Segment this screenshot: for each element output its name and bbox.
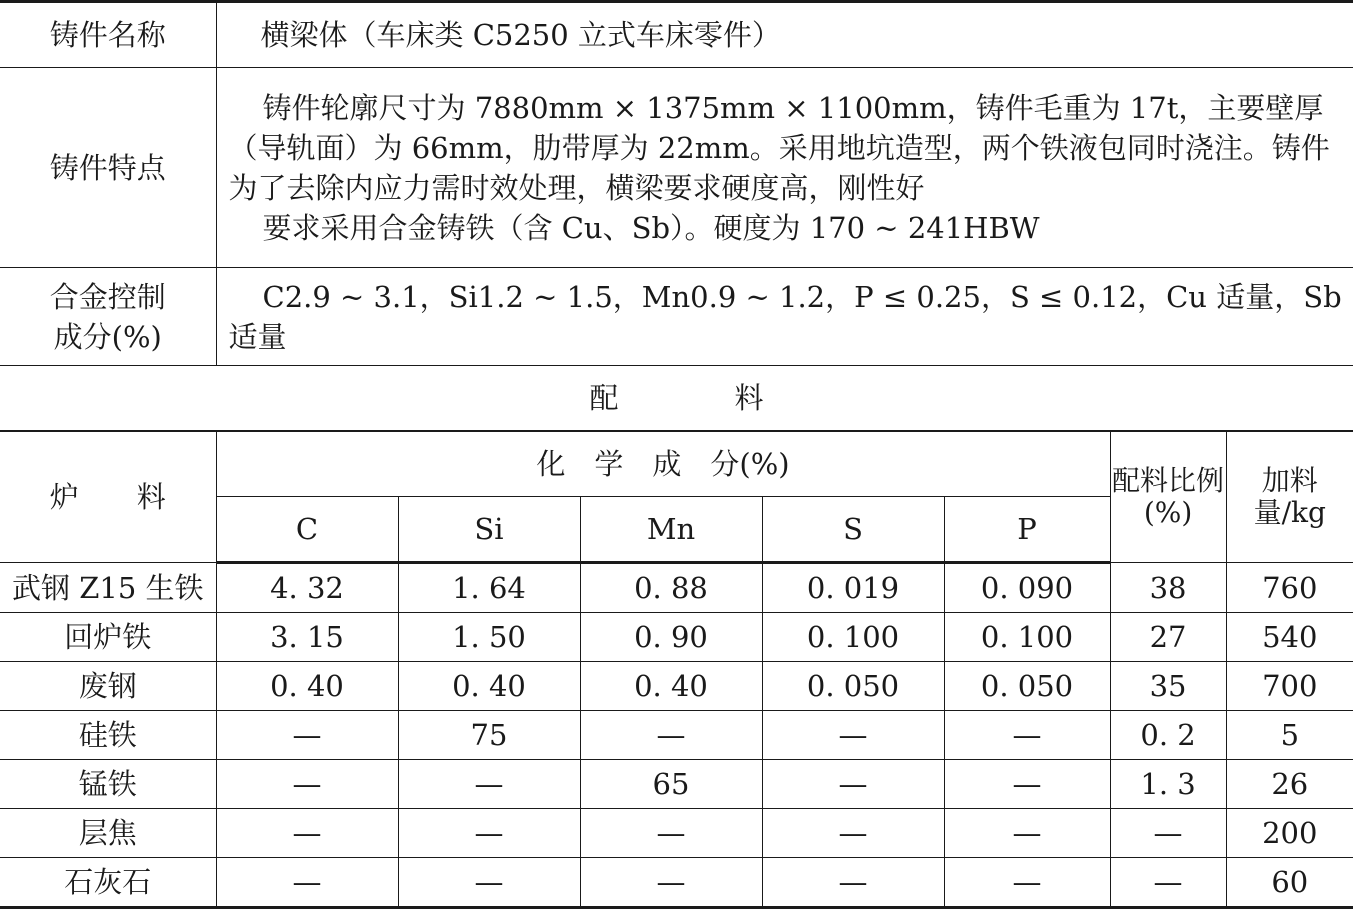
cell-mn: 0. 90 (580, 613, 762, 662)
cell-material: 回炉铁 (0, 613, 216, 662)
cell-p: — (944, 760, 1110, 809)
cell-si: 75 (398, 711, 580, 760)
cell-p: 0. 090 (944, 563, 1110, 613)
cell-c: — (216, 760, 398, 809)
cell-material: 层焦 (0, 809, 216, 858)
cell-s: — (762, 858, 944, 908)
section-title: 配 料 (0, 366, 1353, 431)
cell-p: — (944, 711, 1110, 760)
cell-amount: 700 (1226, 662, 1353, 711)
alloy-composition-label (0, 268, 216, 366)
cell-p: — (944, 858, 1110, 908)
cell-p: 0. 050 (944, 662, 1110, 711)
cell-c: 0. 40 (216, 662, 398, 711)
cell-mn: 0. 88 (580, 563, 762, 613)
cell-c: 3. 15 (216, 613, 398, 662)
header-chem-composition: 化 学 成 分(%) (216, 432, 1110, 497)
cell-c: — (216, 711, 398, 760)
cell-amount: 26 (1226, 760, 1353, 809)
cell-si: — (398, 760, 580, 809)
cell-mn: — (580, 711, 762, 760)
charge-body (0, 563, 1353, 908)
cell-s: 0. 019 (762, 563, 944, 613)
cell-ratio: 35 (1110, 662, 1226, 711)
table-row (0, 858, 1353, 908)
cell-si: — (398, 858, 580, 908)
alloy-composition-row (0, 268, 1353, 366)
cell-mn: 65 (580, 760, 762, 809)
alloy-label-line2: 成分(%) (53, 319, 162, 354)
cell-amount: 760 (1226, 563, 1353, 613)
cell-amount: 540 (1226, 613, 1353, 662)
header-ratio: 配料比例(%) (1110, 432, 1226, 563)
casting-features-cell (216, 68, 1353, 268)
cell-amount: 5 (1226, 711, 1353, 760)
cell-material: 石灰石 (0, 858, 216, 908)
cell-p: 0. 100 (944, 613, 1110, 662)
casting-info-table (0, 0, 1353, 431)
cell-mn: 0. 40 (580, 662, 762, 711)
cell-ratio: 1. 3 (1110, 760, 1226, 809)
cell-p: — (944, 809, 1110, 858)
charge-header-row-1 (0, 432, 1353, 497)
casting-name-value: 横梁体（车床类 C5250 立式车床零件） (216, 2, 1353, 68)
cell-material: 武钢 Z15 生铁 (0, 563, 216, 613)
cell-si: 0. 40 (398, 662, 580, 711)
cell-si: 1. 50 (398, 613, 580, 662)
table-row (0, 711, 1353, 760)
cell-ratio: — (1110, 858, 1226, 908)
cell-s: — (762, 760, 944, 809)
cell-ratio: 27 (1110, 613, 1226, 662)
cell-si: 1. 64 (398, 563, 580, 613)
header-element-p: P (944, 497, 1110, 563)
casting-features-row (0, 68, 1353, 268)
cell-c: — (216, 858, 398, 908)
cell-material: 废钢 (0, 662, 216, 711)
cell-mn: — (580, 809, 762, 858)
header-element-si: Si (398, 497, 580, 563)
cell-c: 4. 32 (216, 563, 398, 613)
header-amount: 加料量/kg (1226, 432, 1353, 563)
cell-mn: — (580, 858, 762, 908)
header-element-c: C (216, 497, 398, 563)
cell-ratio: 0. 2 (1110, 711, 1226, 760)
alloy-label-line1: 合金控制 (49, 279, 166, 314)
table-row (0, 563, 1353, 613)
casting-features-p2: 要求采用合金铸铁（含 Cu、Sb）。硬度为 170 ~ 241HBW (262, 210, 1040, 245)
section-title-row (0, 366, 1353, 431)
header-element-s: S (762, 497, 944, 563)
casting-name-label: 铸件名称 (0, 2, 216, 68)
table-row (0, 662, 1353, 711)
cell-si: — (398, 809, 580, 858)
alloy-composition-value: C2.9 ~ 3.1，Si1.2 ~ 1.5，Mn0.9 ~ 1.2，P ≤ 0.25，S ≤ 0.12，Cu 适量，Sb 适量 (216, 268, 1353, 366)
header-element-mn: Mn (580, 497, 762, 563)
table-row (0, 760, 1353, 809)
cell-s: — (762, 809, 944, 858)
cell-s: — (762, 711, 944, 760)
table-row (0, 613, 1353, 662)
cell-ratio: — (1110, 809, 1226, 858)
table-row (0, 809, 1353, 858)
cell-amount: 200 (1226, 809, 1353, 858)
charge-table (0, 431, 1353, 909)
cell-material: 锰铁 (0, 760, 216, 809)
casting-name-row (0, 2, 1353, 68)
casting-features-p1: 铸件轮廓尺寸为 7880mm × 1375mm × 1100mm，铸件毛重为 17t，主要壁厚（导轨面）为 66mm，肋带厚为 22mm。采用地坑造型，两个铁液包同时浇注。铸件为了去除内应力需时效处理，横梁要求硬度高，刚性好 (228, 90, 1330, 205)
cell-material: 硅铁 (0, 711, 216, 760)
cell-s: 0. 100 (762, 613, 944, 662)
cell-ratio: 38 (1110, 563, 1226, 613)
header-material: 炉 料 (0, 432, 216, 563)
cell-c: — (216, 809, 398, 858)
cell-amount: 60 (1226, 858, 1353, 908)
cell-s: 0. 050 (762, 662, 944, 711)
casting-features-label: 铸件特点 (0, 68, 216, 268)
